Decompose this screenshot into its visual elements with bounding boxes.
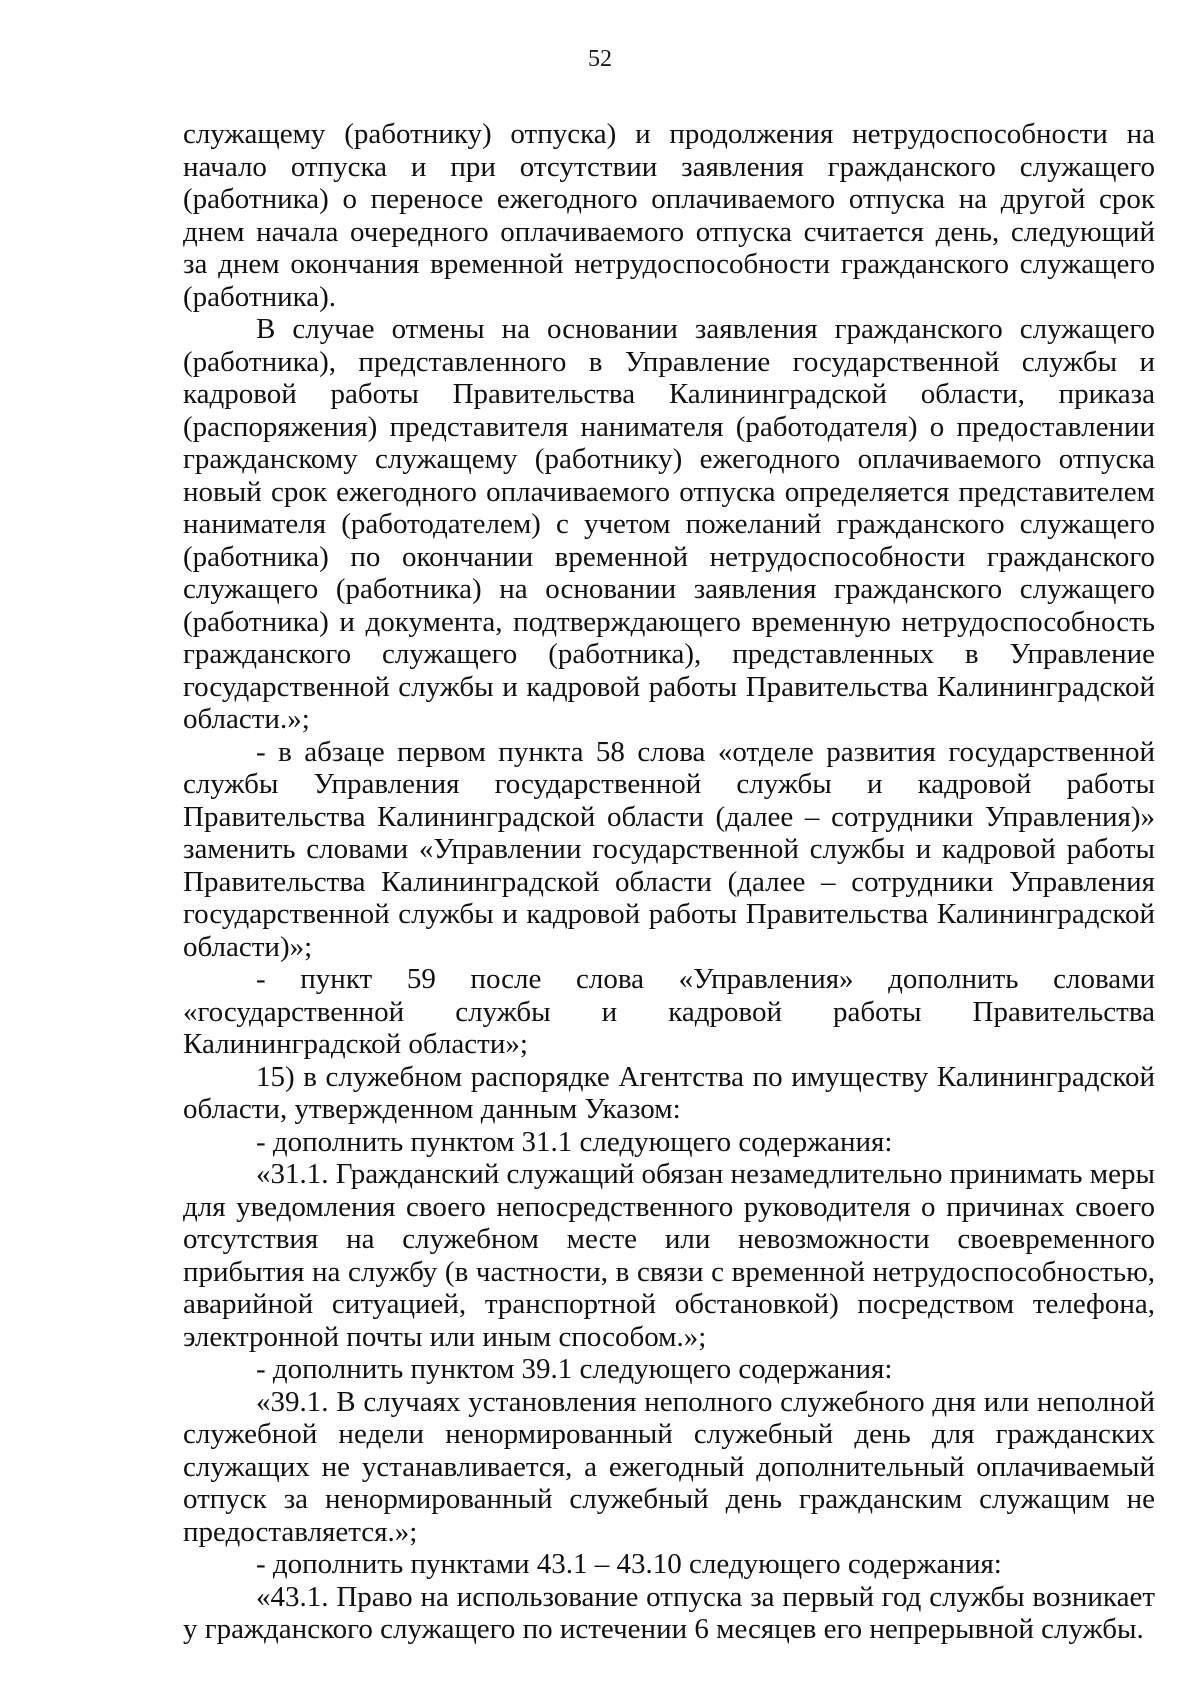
- paragraph-8: - дополнить пунктом 39.1 следующего содержания:: [256, 1353, 893, 1385]
- paragraph-5: 15) в служебном распорядке Агентства по имуществу Калининградской области, утвержденном данным Указом:: [183, 1060, 1155, 1125]
- page-number: 52: [588, 46, 612, 72]
- paragraph-7: «31.1. Гражданский служащий обязан незамедлительно принимать меры для уведомления своего непосредственного руководителя о причинах своего отсутствия на служебном месте или невозможности своевременного прибытия на службу (в частности, в связи с временной нетрудоспособностью, аварийной ситуацией, транспортной обстановкой) посредством телефона, электронной почты или иным способом.»;: [183, 1158, 1155, 1353]
- paragraph-11: «43.1. Право на использование отпуска за первый год службы возникает у гражданского служащего по истечении 6 месяцев его непрерывной службы.: [183, 1580, 1155, 1645]
- paragraph-2: В случае отмены на основании заявления гражданского служащего (работника), представленного в Управление государственной службы и кадровой работы Правительства Калининградской области, приказа (распоряжения) представителя нанимателя (работодателя) о предоставлении гражданскому служащему (работнику) ежегодного оплачиваемого отпуска новый срок ежегодного оплачиваемого отпуска определяется представителем нанимателя (работодателем) с учетом пожеланий гражданского служащего (работника) по окончании временной нетрудоспособности гражданского служащего (работника) на основании заявления гражданского служащего (работника) и документа, подтверждающего временную нетрудоспособность гражданского служащего (работника), представленных в Управление государственной службы и кадровой работы Правительства Калининградской области.»;: [183, 313, 1155, 735]
- paragraph-1: служащему (работнику) отпуска) и продолжения нетрудоспособности на начало отпуска и при отсутствии заявления гражданского служащего (работника) о переносе ежегодного оплачиваемого отпуска на другой срок днем начала очередного оплачиваемого отпуска считается день, следующий за днем окончания временной нетрудоспособности гражданского служащего (работника).: [183, 118, 1155, 313]
- paragraph-3: - в абзаце первом пункта 58 слова «отделе развития государственной службы Управления государственной службы и кадровой работы Правительства Калининградской области (далее – сотрудники Управления)» заменить словами «Управлении государственной службы и кадровой работы Правительства Калининградской области (далее – сотрудники Управления государственной службы и кадровой работы Правительства Калининградской области)»;: [183, 735, 1155, 963]
- paragraph-9: «39.1. В случаях установления неполного служебного дня или неполной служебной недели ненормированный служебный день для гражданских служащих не устанавливается, а ежегодный дополнительный оплачиваемый отпуск за ненормированный служебный день гражданским служащим не предоставляется.»;: [183, 1385, 1155, 1548]
- paragraph-4: - пункт 59 после слова «Управления» дополнить словами «государственной службы и кадровой работы Правительства Калининградской области»;: [183, 963, 1155, 1060]
- paragraph-10: - дополнить пунктами 43.1 – 43.10 следующего содержания:: [256, 1548, 1002, 1580]
- paragraph-6: - дополнить пунктом 31.1 следующего содержания:: [256, 1125, 893, 1158]
- document-body: [183, 118, 1155, 1646]
